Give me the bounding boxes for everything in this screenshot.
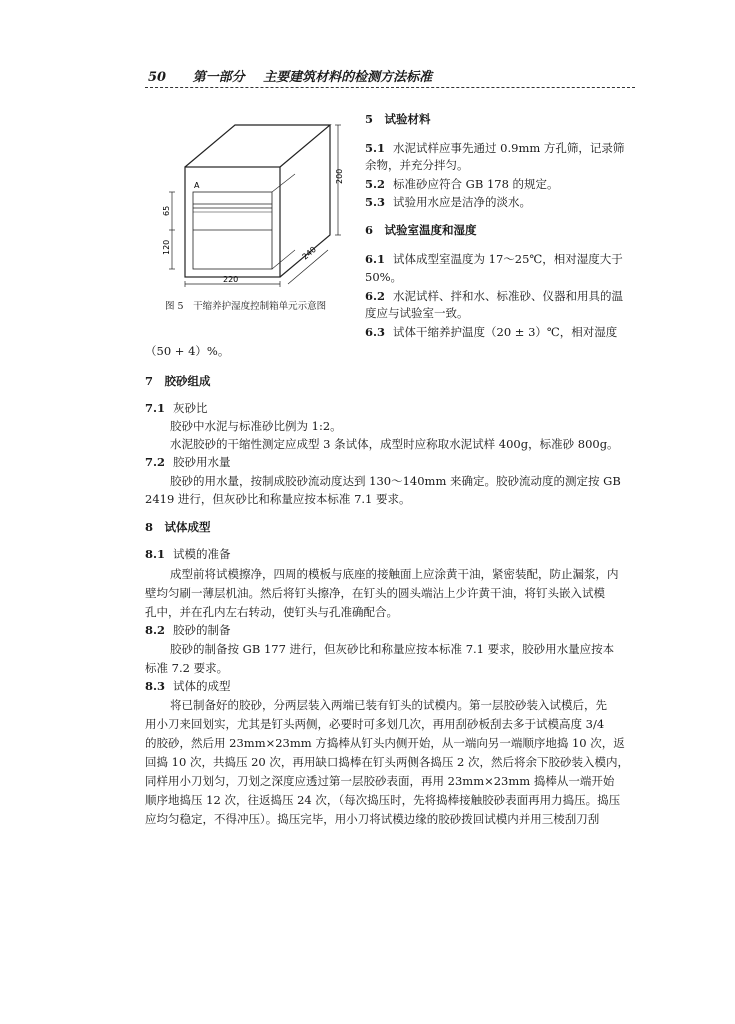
clause-text: 水泥试样应事先通过 0.9mm 方孔筛，记录筛 bbox=[393, 141, 625, 155]
clause-6-1-cont: 50%。 bbox=[365, 270, 403, 284]
clause-6-1 bbox=[365, 251, 623, 267]
clause-text: 水泥试样、拌和水、标准砂、仪器和用具的温 bbox=[393, 289, 623, 303]
paragraph-line: 的胶砂，然后用 23mm×23mm 方捣棒从钉头内侧开始，从一端向另一端顺序地捣 10 次，返 bbox=[145, 736, 625, 750]
section-7-title: 7 胶砂组成 bbox=[145, 374, 211, 388]
clause-text: 标准砂应符合 GB 178 的规定。 bbox=[393, 177, 559, 191]
paragraph-line: 标准 7.2 要求。 bbox=[145, 661, 229, 675]
clause-number: 7.1 bbox=[145, 401, 166, 415]
callout-label-a: A bbox=[194, 181, 200, 190]
clause-8-3-heading bbox=[145, 678, 231, 694]
section-8-title: 8 试体成型 bbox=[145, 520, 211, 534]
figure-caption: 图 5 干缩养护湿度控制箱单元示意图 bbox=[165, 301, 327, 312]
paragraph-line: 孔中，并在孔内左右转动，使钉头与孔准确配合。 bbox=[145, 605, 398, 619]
clause-number: 8.1 bbox=[145, 547, 166, 561]
clause-number: 5.3 bbox=[365, 195, 386, 209]
clause-5-3 bbox=[365, 194, 531, 210]
dim-label-220: 220 bbox=[223, 275, 239, 284]
clause-5-1-cont: 余物，并充分拌匀。 bbox=[365, 158, 469, 172]
page-number: 50 bbox=[148, 70, 167, 85]
section-5-title: 5 试验材料 bbox=[365, 112, 431, 126]
header-rule bbox=[145, 87, 635, 88]
clause-heading: 试体的成型 bbox=[173, 679, 231, 693]
paragraph-line: 同样用小刀划匀，刀划之深度应透过第一层胶砂表面，再用 23mm×23mm 捣棒从一端开始 bbox=[145, 774, 615, 788]
clause-8-2-heading bbox=[145, 622, 231, 638]
section-6-title: 6 试验室温度和湿度 bbox=[365, 223, 477, 237]
clause-number: 7.2 bbox=[145, 455, 166, 469]
clause-number: 8.2 bbox=[145, 623, 166, 637]
paragraph-line: 胶砂中水泥与标准砂比例为 1:2。 bbox=[170, 419, 342, 433]
humidity-chamber-figure bbox=[150, 112, 360, 300]
paragraph-line: 壁均匀刷一薄层机油。然后将钉头擦净，在钉头的圆头端沾上少许黄干油，将钉头嵌入试模 bbox=[145, 586, 605, 600]
clause-number: 5.2 bbox=[365, 177, 386, 191]
clause-text: 试体成型室温度为 17～25℃，相对湿度大于 bbox=[393, 252, 623, 266]
humidity-continuation: （50 + 4）%。 bbox=[145, 344, 230, 358]
clause-text: 试验用水应是洁净的淡水。 bbox=[393, 195, 531, 209]
clause-heading: 试模的准备 bbox=[173, 547, 231, 561]
clause-number: 6.1 bbox=[365, 252, 386, 266]
clause-8-1-heading bbox=[145, 546, 231, 562]
clause-text: 试体干缩养护温度（20 ± 3）℃，相对湿度 bbox=[393, 325, 618, 339]
dim-label-65: 65 bbox=[162, 205, 171, 216]
paragraph-line: 成型前将试模擦净，四周的模板与底座的接触面上应涂黄干油，紧密装配，防止漏浆，内 bbox=[170, 567, 619, 581]
paragraph-line: 顺序地捣压 12 次，往返捣压 24 次，（每次捣压时，先将捣棒接触胶砂表面再用力捣压。捣压 bbox=[145, 793, 621, 807]
clause-5-1 bbox=[365, 140, 624, 156]
paragraph-line: 胶砂的制备按 GB 177 进行，但灰砂比和称量应按本标准 7.1 要求，胶砂用水量应按本 bbox=[170, 642, 615, 656]
clause-heading: 胶砂的制备 bbox=[173, 623, 231, 637]
paragraph-line: 回捣 10 次，共捣压 20 次，再用缺口捣棒在钉头两侧各捣压 2 次，然后将余下胶砂装入模内， bbox=[145, 755, 630, 769]
running-header bbox=[148, 66, 432, 85]
dim-label-120: 120 bbox=[162, 239, 171, 255]
clause-7-2-heading bbox=[145, 454, 231, 470]
paragraph-line: 水泥胶砂的干缩性测定应成型 3 条试体，成型时应称取水泥试样 400g，标准砂 800g。 bbox=[170, 437, 619, 451]
paragraph-line: 用小刀来回划实，尤其是钉头两侧，必要时可多划几次，再用刮砂板刮去多于试模高度 3/4 bbox=[145, 717, 605, 731]
clause-5-2 bbox=[365, 176, 559, 192]
clause-6-3 bbox=[365, 324, 617, 340]
part-label: 第一部分 bbox=[192, 70, 245, 85]
dim-label-200: 200 bbox=[335, 168, 344, 184]
clause-number: 5.1 bbox=[365, 141, 386, 155]
dim-label-240: 240 bbox=[300, 244, 318, 262]
clause-heading: 灰砂比 bbox=[173, 401, 208, 415]
clause-heading: 胶砂用水量 bbox=[173, 455, 231, 469]
clause-number: 6.3 bbox=[365, 325, 386, 339]
paragraph-line: 胶砂的用水量，按制成胶砂流动度达到 130～140mm 来确定。胶砂流动度的测定按 GB bbox=[170, 474, 621, 488]
clause-6-2-cont: 度应与试验室一致。 bbox=[365, 306, 469, 320]
clause-6-2 bbox=[365, 288, 623, 304]
clause-7-1-heading bbox=[145, 400, 208, 416]
paragraph-line: 应均匀稳定，不得冲压）。捣压完毕，用小刀将试模边缘的胶砂拨回试模内并用三棱刮刀刮 bbox=[145, 812, 600, 826]
paragraph-line: 2419 进行，但灰砂比和称量应按本标准 7.1 要求。 bbox=[145, 492, 411, 506]
clause-number: 6.2 bbox=[365, 289, 386, 303]
paragraph-line: 将已制备好的胶砂，分两层装入两端已装有钉头的试模内。第一层胶砂装入试模后，先 bbox=[170, 698, 607, 712]
header-title: 主要建筑材料的检测方法标准 bbox=[263, 70, 433, 85]
clause-number: 8.3 bbox=[145, 679, 166, 693]
